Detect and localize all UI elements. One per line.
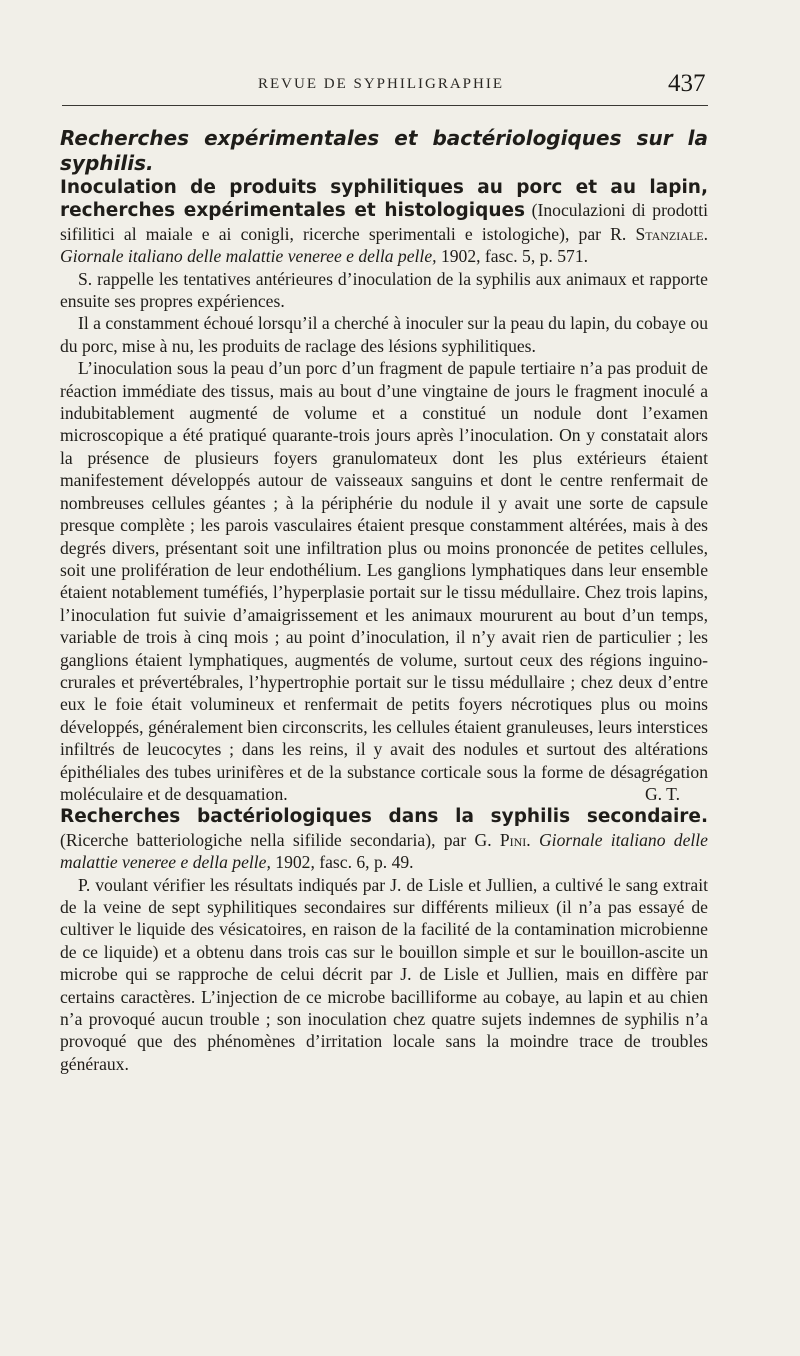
- article-1-paragraph: [60, 357, 708, 805]
- article-2-citation: 1902, fasc. 6, p. 49.: [275, 852, 414, 873]
- article-2-journal: Giornale italiano delle malattie veneree e della pelle,: [60, 829, 708, 873]
- article-1-author: R. Stanziale.: [610, 223, 708, 244]
- page-content: [60, 126, 708, 1075]
- page-number: 437: [668, 70, 706, 97]
- header-rule: [62, 105, 708, 106]
- article-1-bold-title: Inoculation de produits syphilitiques au porc et au lapin, recherches expérimentales et histologiques: [60, 177, 708, 222]
- running-head: [0, 70, 800, 100]
- article-2-paragraph: P. voulant vérifier les résultats indiqués par J. de Lisle et Jullien, a cultivé le sang extrait de la veine de sept syphilitiques secondaires sur différents milieux (il n’a pas essayé de cultiver le liquide des vésicatoires, en raison de la facilité de la contamination microbienne de ce liquide) et a obtenu dans trois cas sur le bouillon simple et sur le bouillon-ascite un microbe qui se rapproche de celui décrit par J. de Lisle et Jullien, mais en diffère par certains caractères. L’injection de ce microbe bacilliforme au cobaye, au lapin et au chien n’a provoqué aucun trouble ; son inoculation chez quatre sujets indemnes de syphilis n’a provoqué que des phénomènes d’irritation locale sans la moindre trace de troubles généraux.: [60, 874, 708, 1074]
- article-2-original-title: (Ricerche batteriologiche nella sifilide secondaria), par: [60, 829, 467, 850]
- article-1-paragraph: S. rappelle les tentatives antérieures d’inoculation de la syphilis aux animaux et rapporte ensuite ses propres expériences.: [60, 268, 708, 312]
- article-2-author: G. Pini.: [474, 829, 531, 850]
- article-2-bold-title: Recherches bactériologiques dans la syphilis secondaire.: [60, 806, 708, 828]
- article-1-initials: G. T.: [644, 783, 680, 804]
- article-1-original-title: (Inoculazioni di prodotti sifilitici al maiale e ai conigli, ricerche sperimentali e istologiche), par: [60, 200, 708, 244]
- running-title: REVUE DE SYPHILIGRAPHIE: [258, 76, 504, 92]
- article-1-journal: Giornale italiano delle malattie veneree e della pelle,: [60, 246, 437, 267]
- article-1-paragraph-text: L’inoculation sous la peau d’un porc d’un fragment de papule tertiaire n’a pas produit de réaction immédiate des tissus, mais au bout d’une vingtaine de jours le fragment inoculé a indubitablement augmenté de volume et a constitué un nodule dont l’examen microscopique a été pratiqué quarante-trois jours après l’inoculation. On y constatait alors la présence de plusieurs foyers granulomateux dont les plus extérieurs étaient manifestement développés autour de vaisseaux sanguins et dont le centre renfermait de nombreuses cellules géantes ; à la périphérie du nodule il y avait une sorte de capsule presque complète ; les parois vasculaires étaient presque constamment altérées, mais à des degrés divers, présentant soit une infiltration plus ou moins prononcée de petites cellules, soit une prolifération de leur endothélium. Les ganglions lymphatiques dans leur ensemble étaient notablement tuméfiés, l’hyperplasie portait sur le tissu médullaire. Chez trois lapins, l’inoculation fut suivie d’amaigrissement et les animaux moururent au bout d’un temps, variable de trois à cinq mois ; au point d’inoculation, il n’y avait rien de particulier ; les ganglions étaient lymphatiques, augmentés de volume, surtout ceux des régions inguino-crurales et prévertébrales, l’hypertrophie portait sur le tissu médullaire ; chez deux d’entre eux le foie était volumineux et renfermait de petits foyers nécrotiques plus ou moins développés, généralement bien circonscrits, les cellules étaient granuleuses, leurs interstices infiltrés de leucocytes ; dans les reins, il y avait des nodules et surtout des altérations épithéliales des tubes urinifères et de la substance corticale sous la forme de désagrégation moléculaire et de desquamation.: [60, 358, 708, 804]
- section-title: Recherches expérimentales et bactériologiques sur la syphilis.: [60, 126, 708, 175]
- article-1-citation: 1902, fasc. 5, p. 571.: [440, 246, 589, 267]
- article-1-heading: [60, 176, 708, 268]
- article-1-paragraph: Il a constamment échoué lorsqu’il a cherché à inoculer sur la peau du lapin, du cobaye ou du porc, mise à nu, les produits de raclage des lésions syphilitiques.: [60, 313, 708, 356]
- article-2-heading: [60, 805, 708, 873]
